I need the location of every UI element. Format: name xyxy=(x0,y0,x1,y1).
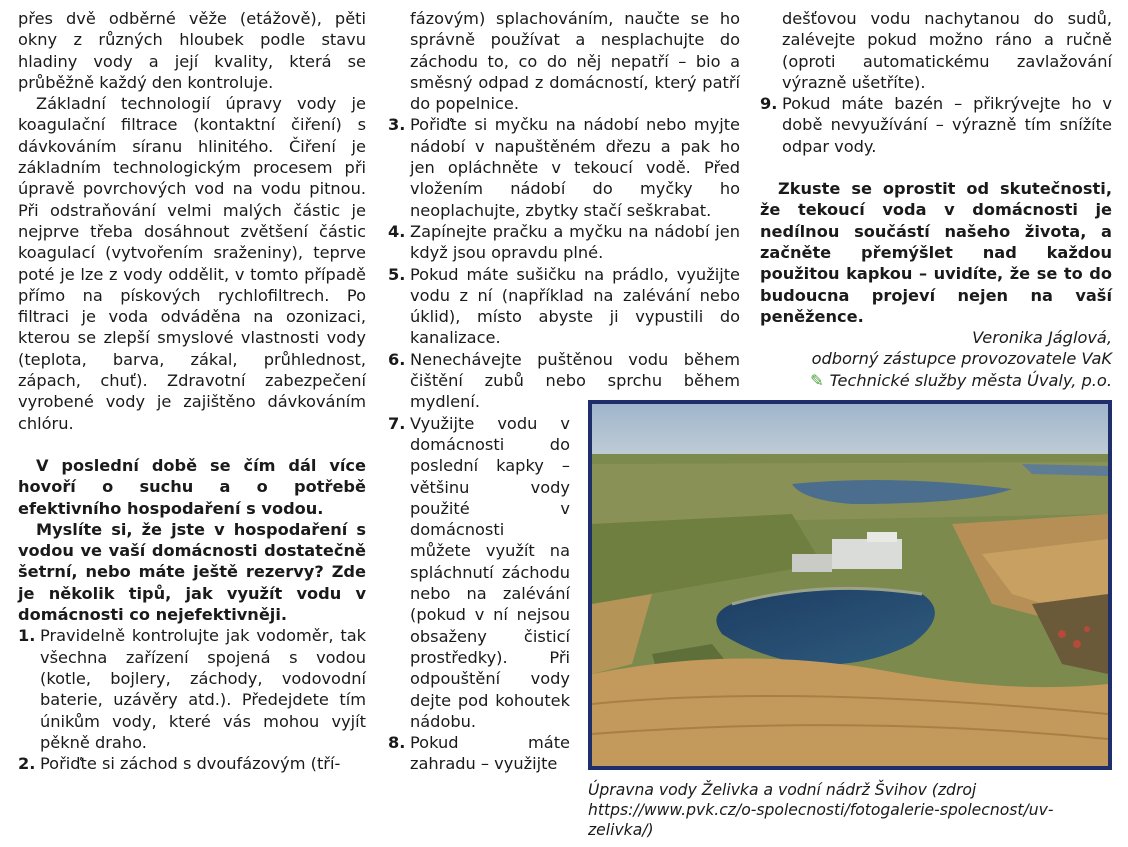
photo-caption: Úpravna vody Želivka a vodní nádrž Švihov (zdroj https://www.pvk.cz/o-spolecnosti/fotogalerie-spolecnost/uv-zelivka/) xyxy=(588,781,1054,839)
list-item: 3. Pořiďte si myčku na nádobí nebo myjte nádobí v napuštěném dřezu a pak ho jen opláchněte v tekoucí vodě. Před vložením nádobí do myčky ho neoplachujte, zbytky stačí seškrabat. xyxy=(388,115,740,220)
list-item: 8. Pokud máte zahradu – využijte xyxy=(388,733,570,774)
column-1 xyxy=(18,8,366,774)
list-item: 5. Pokud máte sušičku na prádlo, využijte vodu z ní (například na zalévání nebo úklid), místo abyste ji vypustili do kanalizace. xyxy=(388,264,740,348)
paragraph-intake: přes dvě odběrné věže (etážově), pěti okny z různých hloubek podle stavu hladiny vody a její kvality, která se průběžně každý den kontroluje. xyxy=(18,9,366,92)
list-item: 9. Pokud máte bazén – přikrývejte ho v době nevyužívání – výrazně tím snížíte odpar vody. xyxy=(760,94,1112,156)
list-item: 1. Pravidelně kontrolujte jak vodoměr, tak všechna zařízení spojená s vodou (kotle, bojlery, záchody, vodovodní baterie, uzávěry atd.). Předejdete tím únikům vody, které vás mohou vyjít pěkně draho. xyxy=(18,626,366,752)
signature-name: Veronika Jáglová, xyxy=(972,328,1112,348)
aerial-photo xyxy=(588,400,1112,770)
aerial-photo-image xyxy=(592,404,1108,766)
list-item: 4. Zapínejte pračku a myčku na nádobí jen když jsou opravdu plné. xyxy=(388,221,740,263)
tips-list-part-3 xyxy=(760,8,1112,157)
tips-list-part-1 xyxy=(18,625,366,774)
list-item: 2. Pořiďte si záchod s dvoufázovým (tří- xyxy=(18,754,341,774)
closing-appeal: Zkuste se oprostit od skutečnosti, že tekoucí voda v domácnosti je nedílnou součástí našeho života, a začněte přemýšlet nad každou použitou kapkou – uvidíte, že se to do budoucna projeví nejen na vaší peněžence. xyxy=(760,179,1112,326)
signature-org-line xyxy=(760,370,1112,391)
bold-question: Myslíte si, že jste v hospodaření s vodou ve vaší domácnosti dostatečně šetrní, nebo máte ještě rezervy? Zde je několik tipů, jak využít vodu v domácnosti co nejefektivněji. xyxy=(18,519,366,625)
list-item: dešťovou vodu nachytanou do sudů, zalévejte pokud možno ráno a ručně (oproti automatickému zavlažování výrazně ušetříte). xyxy=(782,9,1112,92)
paragraph-technology: Základní technologií úpravy vody je koagulační filtrace (kontaktní čiření) s dávkováním síranu hlinitého. Čiření je základním technologickým procesem při úpravě povrchových vod na vodu pitnou. Při odstraňování velmi malých částic je nejprve třeba dosáhnout zvětšení částic koagulací (vytvořením sraženiny), teprve poté je lze z vody oddělit, v tomto případě přímo na pískových rychlofiltrech. Po filtraci je voda odváděna na ozonizaci, kterou se zlepší smyslové vlastnosti vody (teplota, barva, zákal, průhlednost, zápach, chuť). Zdravotní zabezpečení vyrobené vody je zajištěno dávkováním chlóru. xyxy=(18,94,366,433)
signature-org: Technické služby města Úvaly, p.o. xyxy=(829,370,1112,390)
list-item: fázovým) splachováním, naučte se ho správně používat a nesplachujte do záchodu to, co do něj nepatří – bio a směsný odpad z domácností, který patří do popelnice. xyxy=(410,9,740,114)
column-3 xyxy=(760,8,1112,391)
list-item: 7. Využijte vodu v domácnosti do poslední kapky – většinu vody použité v domácnosti můžete využít na spláchnutí záchodu nebo na zalévání (pokud v ní nejsou obsaženy čisticí prostředky). Při odpouštění vody dejte pod kohoutek nádobu. xyxy=(388,413,570,731)
list-item: 6. Nenechávejte puštěnou vodu během čištění zubů nebo sprchu během mydlení. xyxy=(388,349,740,412)
bold-intro: V poslední době se čím dál více hovoří o suchu a o potřebě efektivního hospodaření s vodou. xyxy=(18,455,366,518)
pencil-icon: ✎ xyxy=(810,370,824,390)
signature-role: odborný zástupce provozovatele VaK xyxy=(811,349,1112,369)
